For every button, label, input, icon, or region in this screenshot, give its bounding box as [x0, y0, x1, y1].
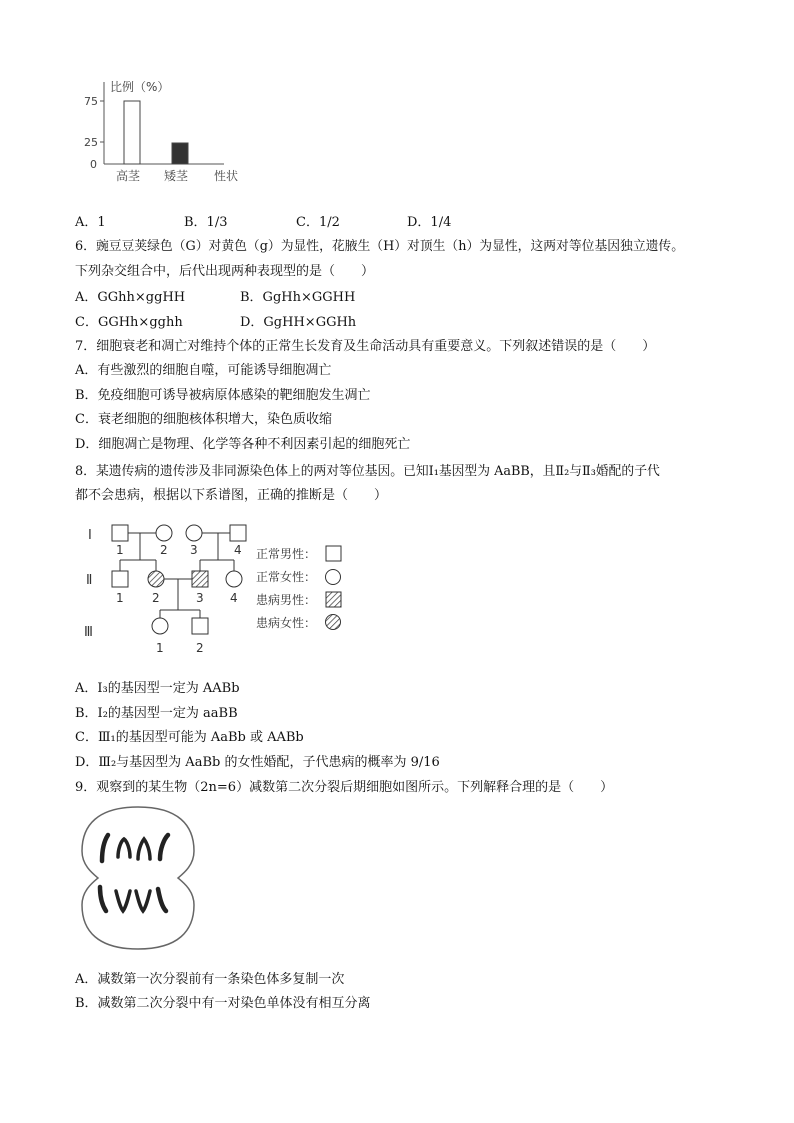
individual-number: 2	[160, 543, 168, 557]
y-tick-label: 75	[84, 95, 98, 108]
q9-option-a[interactable]: A．减数第一次分裂前有一条染色体多复制一次	[75, 972, 345, 987]
individual-number: 1	[116, 543, 124, 557]
q8-option-d[interactable]: D．Ⅲ₂与基因型为 AaBb 的女性婚配，子代患病的概率为 9/16	[75, 755, 440, 770]
legend-affected-male-icon	[326, 592, 341, 607]
legend-normal-male-icon	[326, 546, 341, 561]
bar-chart	[74, 76, 264, 186]
individual-number: 1	[156, 641, 164, 655]
chart-xlabel: 性状	[214, 169, 239, 183]
legend-normal-female-icon	[326, 570, 341, 585]
q7-stem: 7．细胞衰老和凋亡对维持个体的正常生长发育及生命活动具有重要意义。下列叙述错误的是（ ）	[75, 339, 656, 354]
individual-number: 1	[116, 591, 124, 605]
individual-number: 4	[230, 591, 238, 605]
q6-stem-line2: 下列杂交组合中，后代出现两种表现型的是（ ）	[75, 264, 375, 279]
bar-tall-stem	[124, 101, 140, 164]
gen2-male-3-affected	[192, 571, 208, 587]
category-label: 高茎	[116, 169, 141, 183]
legend-label: 正常男性：	[256, 547, 317, 561]
generation-label: Ⅱ	[86, 573, 93, 588]
gen2-female-2-affected	[148, 571, 164, 587]
q8-stem-line2: 都不会患病，根据以下系谱图，正确的推断是（ ）	[75, 488, 388, 503]
gen3-female-1	[152, 618, 168, 634]
q8-option-a[interactable]: A．I₃的基因型一定为 AABb	[75, 681, 240, 696]
legend-label: 患病女性：	[256, 616, 317, 630]
gen1-female-2	[156, 525, 172, 541]
q7-option-b[interactable]: B．免疫细胞可诱导被病原体感染的靶细胞发生凋亡	[75, 388, 371, 403]
q6-option-b[interactable]: B．GgHh×GGHH	[240, 290, 356, 305]
legend-label: 正常女性：	[256, 570, 317, 584]
q7-option-a[interactable]: A．有些激烈的细胞自噬，可能诱导细胞凋亡	[75, 363, 332, 378]
q9-stem: 9．观察到的某生物（2n=6）减数第二次分裂后期细胞如图所示。下列解释合理的是（ ）	[75, 780, 614, 795]
q5-option-d[interactable]: D．1/4	[407, 215, 452, 230]
q8-stem-line1: 8．某遗传病的遗传涉及非同源染色体上的两对等位基因。已知Ⅰ₁基因型为 AaBB，且Ⅱ₂与Ⅱ₃婚配的子代	[75, 464, 660, 479]
q5-option-b[interactable]: B．1/3	[184, 215, 228, 230]
legend-affected-female-icon	[326, 615, 341, 630]
cell-division-figure	[78, 803, 198, 953]
q5-options	[75, 211, 575, 229]
gen2-female-4	[226, 571, 242, 587]
individual-number: 2	[152, 591, 160, 605]
q8-option-c[interactable]: C．Ⅲ₁的基因型可能为 AaBb 或 AABb	[75, 730, 304, 745]
q6-option-d[interactable]: D．GgHH×GGHh	[240, 315, 357, 330]
gen1-male-4	[230, 525, 246, 541]
individual-number: 3	[190, 543, 198, 557]
individual-number: 3	[196, 591, 204, 605]
q8-option-b[interactable]: B．I₂的基因型一定为 aaBB	[75, 706, 238, 721]
y-tick-label: 0	[90, 158, 97, 171]
y-tick-label: 25	[84, 136, 98, 149]
bar-short-stem	[172, 143, 188, 164]
q5-option-c[interactable]: C．1/2	[296, 215, 340, 230]
legend-label: 患病男性：	[256, 593, 317, 607]
q6-option-c[interactable]: C．GGHh×gghh	[75, 315, 183, 330]
cell-membrane	[82, 807, 194, 949]
q7-option-d[interactable]: D．细胞凋亡是物理、化学等各种不利因素引起的细胞死亡	[75, 437, 411, 452]
pedigree-diagram	[78, 512, 368, 662]
q7-option-c[interactable]: C．衰老细胞的细胞核体积增大，染色质收缩	[75, 412, 332, 427]
gen1-male-1	[112, 525, 128, 541]
generation-label: Ⅲ	[84, 625, 93, 640]
individual-number: 4	[234, 543, 242, 557]
q6-option-a[interactable]: A．GGhh×ggHH	[75, 290, 186, 305]
generation-label: Ⅰ	[88, 528, 92, 543]
q9-option-b[interactable]: B．减数第二次分裂中有一对染色单体没有相互分离	[75, 996, 371, 1011]
chart-ylabel: 比例（%）	[110, 80, 170, 94]
category-label: 矮茎	[164, 169, 189, 183]
gen2-male-1	[112, 571, 128, 587]
gen3-male-2	[192, 618, 208, 634]
q6-stem-line1: 6．豌豆豆荚绿色（G）对黄色（g）为显性，花腋生（H）对顶生（h）为显性，这两对等位基因独立遗传。	[75, 239, 685, 254]
gen1-female-3	[186, 525, 202, 541]
individual-number: 2	[196, 641, 204, 655]
q5-option-a[interactable]: A．1	[75, 215, 106, 230]
